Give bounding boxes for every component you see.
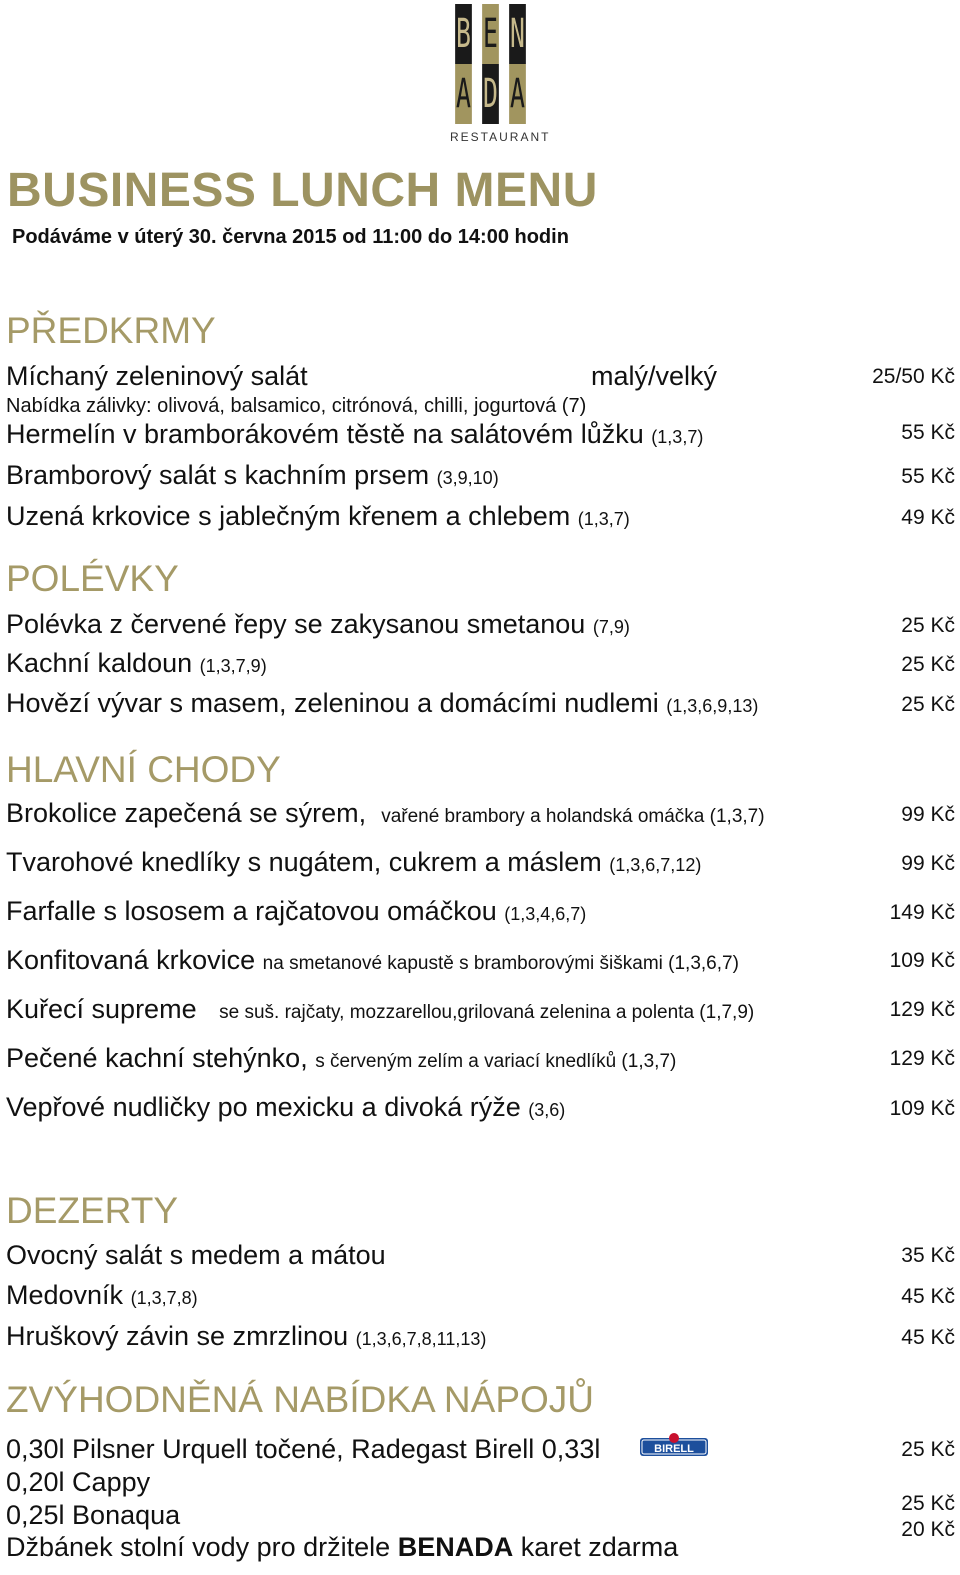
menu-item	[6, 798, 765, 829]
menu-item-name: Farfalle s lososem a rajčatovou omáčkou	[6, 896, 497, 926]
menu-item-price: 25/50 Kč	[872, 365, 955, 388]
logo-letter: A	[455, 64, 472, 124]
menu-item-price: 129 Kč	[889, 998, 955, 1021]
drink-line: 0,20l Cappy	[6, 1467, 151, 1497]
menu-item-price: 49 Kč	[901, 506, 955, 529]
menu-item-price: 99 Kč	[901, 803, 955, 826]
menu-item	[6, 688, 758, 719]
free-water-text: Džbánek stolní vody pro držitele	[6, 1532, 398, 1562]
menu-item-description: s červeným zelím a variací knedlíků (1,3,7)	[315, 1051, 677, 1072]
menu-item	[6, 648, 267, 679]
allergens: (1,3,6,7,12)	[609, 855, 702, 875]
menu-item	[6, 501, 630, 532]
menu-item-price: 55 Kč	[901, 421, 955, 444]
logo-letter: A	[509, 64, 526, 124]
menu-item-name: Medovník	[6, 1280, 124, 1310]
salad-size-label: malý/velký	[591, 361, 718, 391]
menu-title: BUSINESS LUNCH MENU	[7, 164, 598, 217]
menu-item	[6, 460, 499, 491]
menu-item-name: Vepřové nudličky po mexicku a divoká rýže	[6, 1092, 521, 1122]
logo-letter: N	[509, 4, 526, 64]
menu-item-price: 129 Kč	[889, 1047, 955, 1070]
allergens: (1,3,7,8)	[130, 1288, 198, 1308]
allergens: (3,6)	[528, 1100, 566, 1120]
menu-item-price: 45 Kč	[901, 1285, 955, 1308]
section-heading-dezerty: DEZERTY	[6, 1190, 179, 1231]
menu-item-price: 35 Kč	[901, 1244, 955, 1267]
restaurant-logo	[450, 4, 551, 147]
drink-line: 0,30l Pilsner Urquell točené, Radegast Birell 0,33l	[6, 1434, 601, 1464]
birell-logo-text: BIRELL	[654, 1443, 694, 1455]
menu-item-price: 149 Kč	[889, 901, 955, 924]
allergens: (1,3,6,9,13)	[666, 696, 759, 716]
menu-item-price: 109 Kč	[889, 949, 955, 972]
menu-item-name: Brokolice zapečená se sýrem,	[6, 798, 367, 828]
menu-item-price: 109 Kč	[889, 1097, 955, 1120]
logo-letter: E	[482, 4, 499, 64]
logo-letter: D	[482, 64, 499, 124]
section-heading-hlavni-chody: HLAVNÍ CHODY	[6, 749, 281, 790]
drink-price: 25 Kč	[901, 1492, 955, 1515]
logo-grid	[450, 4, 531, 124]
allergens: (1,3,4,6,7)	[504, 904, 587, 924]
menu-item	[6, 1043, 676, 1074]
section-heading-polevky: POLÉVKY	[6, 558, 179, 599]
menu-item-name: Uzená krkovice s jablečným křenem a chlebem	[6, 501, 571, 531]
logo-letter: B	[455, 4, 472, 64]
menu-item-name: Kuřecí supreme	[6, 994, 197, 1024]
menu-item-name: Polévka z červené řepy se zakysanou smetanou	[6, 609, 586, 639]
menu-item-name: Pečené kachní stehýnko,	[6, 1043, 308, 1073]
allergens: (7,9)	[592, 617, 630, 637]
menu-item-price: 25 Kč	[901, 693, 955, 716]
menu-item	[6, 1280, 198, 1311]
menu-item	[6, 945, 739, 976]
menu-item-name: Konfitovaná krkovice	[6, 945, 256, 975]
menu-item-name: Kachní kaldoun	[6, 648, 193, 678]
menu-item-price: 45 Kč	[901, 1326, 955, 1349]
menu-item-price: 99 Kč	[901, 852, 955, 875]
birell-logo	[638, 1432, 710, 1460]
allergens: (1,3,7,9)	[199, 656, 267, 676]
menu-item-name: Hermelín v bramborákovém těstě na salátovém lůžku	[6, 419, 644, 449]
drink-line: 0,25l Bonaqua	[6, 1500, 181, 1530]
menu-item-name: Hovězí vývar s masem, zeleninou a domácími nudlemi	[6, 688, 659, 718]
allergens: (1,3,6,7,8,11,13)	[355, 1329, 487, 1349]
menu-item-price: 55 Kč	[901, 465, 955, 488]
menu-item	[6, 994, 754, 1025]
logo-subtitle: RESTAURANT	[450, 130, 551, 144]
menu-item	[6, 1240, 386, 1271]
menu-item-price: 25 Kč	[901, 614, 955, 637]
allergens: (3,9,10)	[436, 468, 499, 488]
drink-price: 25 Kč	[901, 1438, 955, 1461]
allergens: (1,3,7)	[577, 509, 630, 529]
dressing-note: Nabídka zálivky: olivová, balsamico, citrónová, chilli, jogurtová (7)	[6, 395, 587, 417]
drink-price: 20 Kč	[901, 1518, 955, 1541]
free-water-text: karet zdarma	[513, 1532, 679, 1562]
menu-item	[6, 896, 586, 927]
birell-logo-graphic	[638, 1432, 710, 1460]
menu-item	[6, 419, 703, 450]
menu-item-name: Bramborový salát s kachním prsem	[6, 460, 430, 490]
menu-item	[6, 1321, 486, 1352]
menu-item-description: vařené brambory a holandská omáčka (1,3,7)	[381, 806, 765, 827]
menu-item-name: Tvarohové knedlíky s nugátem, cukrem a máslem	[6, 847, 602, 877]
menu-item-description: se suš. rajčaty, mozzarellou,grilovaná zelenina a polenta (1,7,9)	[219, 1002, 755, 1023]
menu-item-name: Hruškový závin se zmrzlinou	[6, 1321, 349, 1351]
allergens: (1,3,7)	[651, 427, 704, 447]
menu-item-description: na smetanové kapustě s bramborovými šiškami (1,3,6,7)	[262, 953, 739, 974]
menu-item	[6, 1092, 565, 1123]
menu-item-price: 25 Kč	[901, 653, 955, 676]
section-heading-predkrmy: PŘEDKRMY	[6, 310, 216, 351]
menu-item-name: Ovocný salát s medem a mátou	[6, 1240, 386, 1270]
menu-date: Podáváme v úterý 30. června 2015 od 11:00 do 14:00 hodin	[12, 226, 569, 248]
menu-item	[6, 609, 630, 640]
section-heading-napoje: ZVÝHODNĚNÁ NABÍDKA NÁPOJŮ	[6, 1379, 595, 1420]
menu-item-name: Míchaný zeleninový salát	[6, 361, 308, 391]
menu-item	[6, 847, 701, 878]
benada-brand: BENADA	[397, 1532, 514, 1562]
free-water-line	[6, 1532, 678, 1563]
